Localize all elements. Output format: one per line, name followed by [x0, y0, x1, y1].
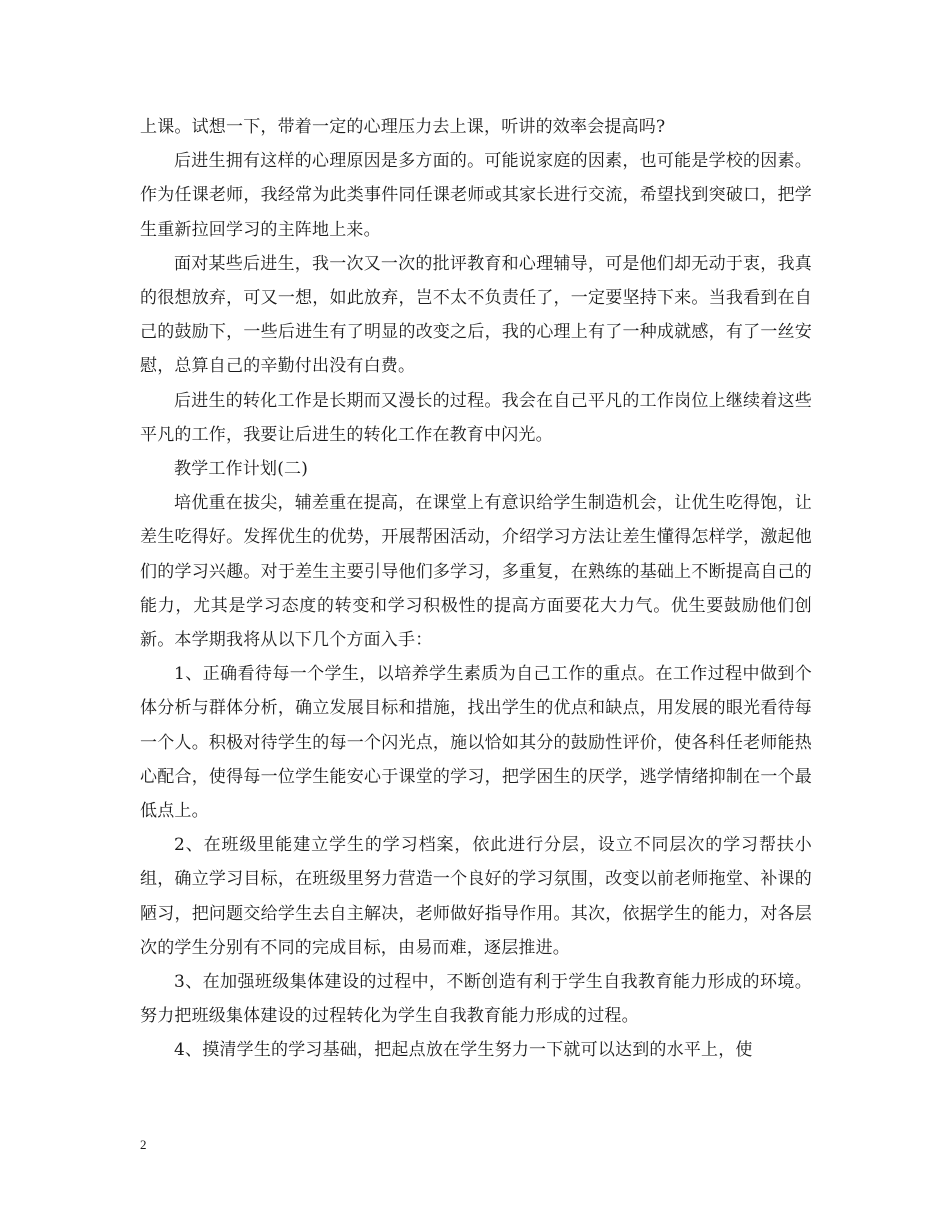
list-item: 3、在加强班级集体建设的过程中，不断创造有利于学生自我教育能力形成的环境。努力把班级集体建设的过程转化为学生自我教育能力形成的过程。 [140, 972, 812, 1027]
paragraph: 后进生拥有这样的心理原因是多方面的。可能说家庭的因素，也可能是学校的因素。作为任课老师，我经常为此类事件同任课老师或其家长进行交流，希望找到突破口，把学生重新拉回学习的主阵地上来。 [140, 151, 812, 240]
document-body [140, 110, 812, 1068]
list-item: 1、正确看待每一个学生，以培养学生素质为自己工作的重点。在工作过程中做到个体分析与群体分析，确立发展目标和措施，找出学生的优点和缺点，用发展的眼光看待每一个人。积极对待学生的每一个闪光点，施以恰如其分的鼓励性评价，使各科任老师能热心配合，使得每一位学生能安心于课堂的学习，把学困生的厌学，逃学情绪抑制在一个最低点上。 [140, 664, 812, 822]
list-item: 2、在班级里能建立学生的学习档案，依此进行分层，设立不同层次的学习帮扶小组，确立学习目标，在班级里努力营造一个良好的学习氛围，改变以前老师拖堂、补课的陋习，把问题交给学生去自主解决，老师做好指导作用。其次，依据学生的能力，对各层次的学生分别有不同的完成目标，由易而难，逐层推进。 [140, 835, 812, 958]
paragraph: 面对某些后进生，我一次又一次的批评教育和心理辅导，可是他们却无动于衷，我真的很想放弃，可又一想，如此放弃，岂不太不负责任了，一定要坚持下来。当我看到在自己的鼓励下，一些后进生有了明显的改变之后，我的心理上有了一种成就感，有了一丝安慰，总算自己的辛勤付出没有白费。 [140, 253, 812, 377]
section-heading: 教学工作计划(二) [174, 459, 309, 480]
page-number: 2 [140, 1137, 147, 1152]
paragraph: 上课。试想一下，带着一定的心理压力去上课，听讲的效率会提高吗? [140, 117, 666, 137]
list-item: 4、摸清学生的学习基础，把起点放在学生努力一下就可以达到的水平上，使 [174, 1040, 753, 1061]
paragraph: 后进生的转化工作是长期而又漫长的过程。我会在自己平凡的工作岗位上继续着这些平凡的工作，我要让后进生的转化工作在教育中闪光。 [140, 390, 812, 445]
paragraph: 培优重在拔尖，辅差重在提高，在课堂上有意识给学生制造机会，让优生吃得饱，让差生吃得好。发挥优生的优势，开展帮困活动，介绍学习方法让差生懂得怎样学，激起他们的学习兴趣。对于差生主要引导他们多学习，多重复，在熟练的基础上不断提高自己的能力，尤其是学习态度的转变和学习积极性的提高方面要花大力气。优生要鼓励他们创新。本学期我将从以下几个方面入手： [140, 493, 812, 651]
